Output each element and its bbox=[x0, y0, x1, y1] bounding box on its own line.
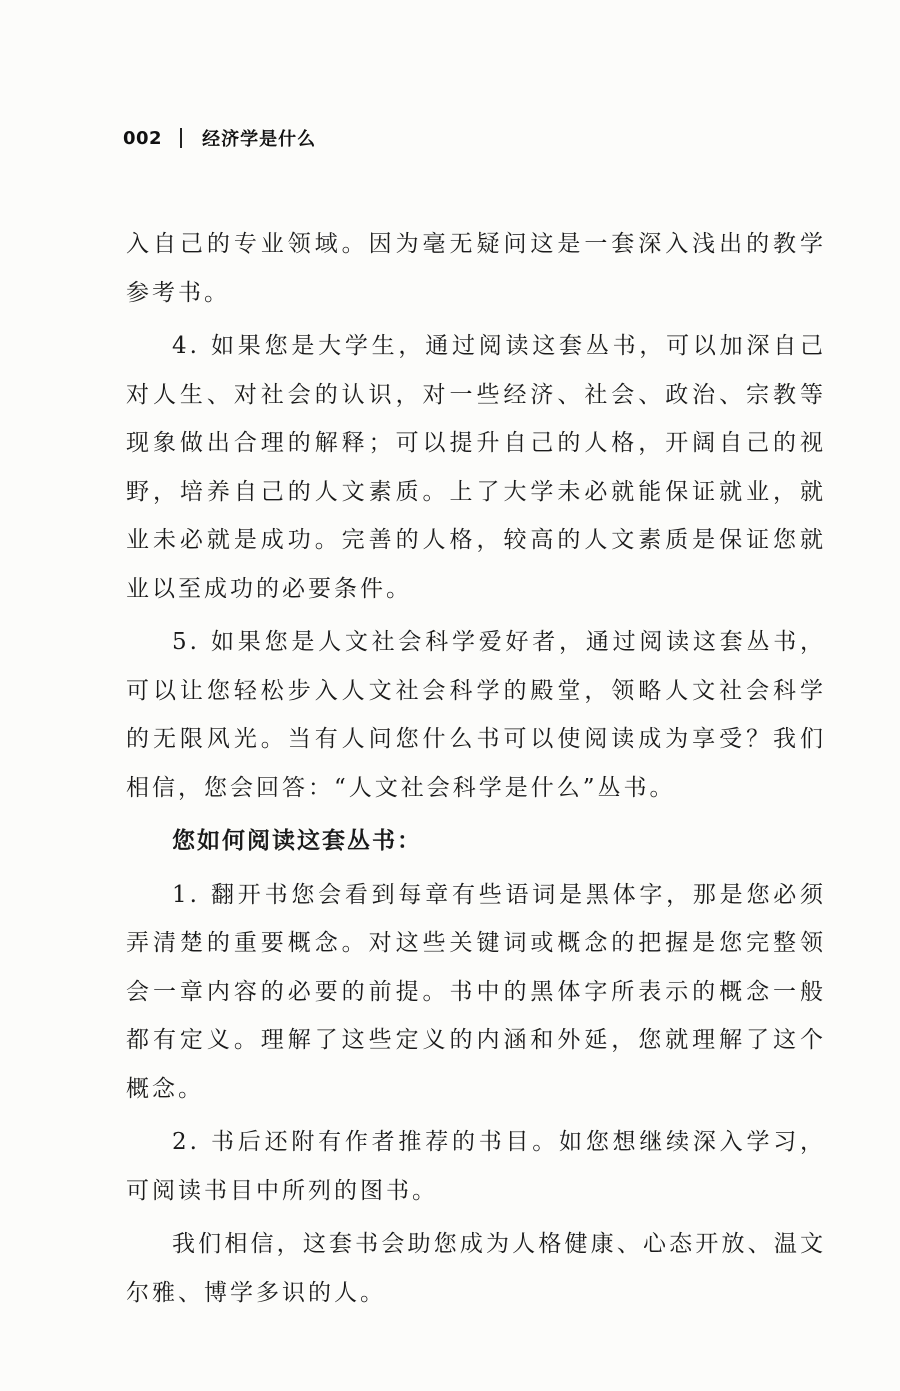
running-title: 经济学是什么 bbox=[202, 129, 317, 150]
body-text bbox=[126, 220, 826, 1322]
paragraph-closing: 我们相信，这套书会助您成为人格健康、心态开放、温文尔雅、博学多识的人。 bbox=[126, 1231, 826, 1306]
paragraph-reading-1: 1. 翻开书您会看到每章有些语词是黑体字，那是您必须弄清楚的重要概念。对这些关键词或概念的把握是您完整领会一章内容的必要的前提。书中的黑体字所表示的概念一般都有定义。理解了这些定义的内涵和外延，您就理解了这个概念。 bbox=[126, 881, 826, 1102]
paragraph-item-5: 5. 如果您是人文社会科学爱好者，通过阅读这套丛书，可以让您轻松步入人文社会科学的殿堂，领略人文社会科学的无限风光。当有人问您什么书可以使阅读成为享受？我们相信，您会回答：“人文社会科学是什么”丛书。 bbox=[126, 629, 826, 801]
running-header bbox=[123, 123, 316, 153]
section-heading: 您如何阅读这套丛书： bbox=[172, 828, 422, 854]
paragraph-reading-2: 2. 书后还附有作者推荐的书目。如您想继续深入学习，可阅读书目中所列的图书。 bbox=[126, 1129, 826, 1204]
paragraph-item-4: 4. 如果您是大学生，通过阅读这套丛书，可以加深自己对人生、对社会的认识，对一些经济、社会、政治、宗教等现象做出合理的解释；可以提升自己的人格，开阔自己的视野，培养自己的人文素质。上了大学未必就能保证就业，就业未必就是成功。完善的人格，较高的人文素质是保证您就业以至成功的必要条件。 bbox=[126, 333, 826, 602]
page-number: 002 bbox=[123, 127, 163, 149]
header-divider bbox=[180, 128, 182, 148]
paragraph-continued: 入自己的专业领域。因为毫无疑问这是一套深入浅出的教学参考书。 bbox=[126, 231, 826, 306]
